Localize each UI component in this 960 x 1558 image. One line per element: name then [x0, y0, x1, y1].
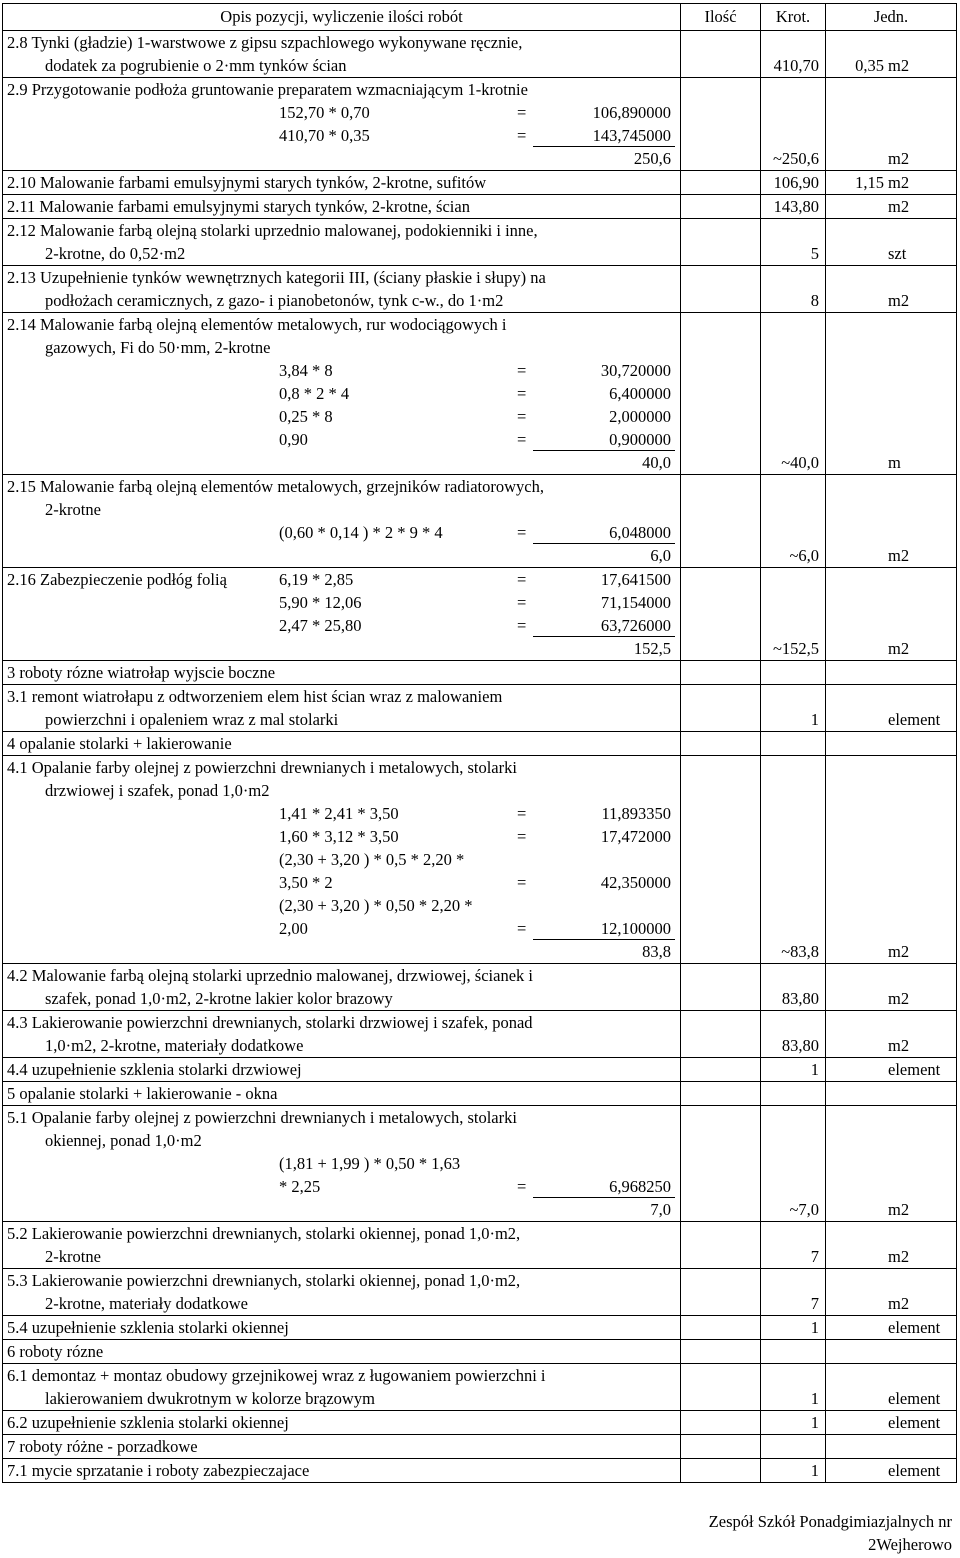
row-line	[3, 359, 956, 382]
calc-equals: =	[517, 430, 527, 449]
row-line	[3, 685, 956, 708]
row-line	[3, 1129, 956, 1152]
calc-subtotal: 152,5	[633, 639, 671, 658]
table-row	[3, 1106, 956, 1222]
row-line	[3, 171, 956, 194]
table-row	[3, 195, 956, 219]
quantity-cell: 1	[810, 1060, 819, 1079]
row-line	[3, 195, 956, 218]
row-line	[3, 756, 956, 779]
row-description: powierzchni i opaleniem wraz z mal stolarki	[45, 710, 339, 729]
calc-value: 2,000000	[609, 407, 671, 426]
row-description: szafek, ponad 1,0·m2, 2-krotne lakier kolor brazowy	[45, 989, 393, 1008]
row-line	[3, 289, 956, 312]
row-line	[3, 1198, 956, 1221]
table-row	[3, 1340, 956, 1364]
row-description: 2-krotne	[45, 1247, 101, 1266]
calc-subtotal: 250,6	[633, 149, 671, 168]
unit-cell: element	[888, 1318, 941, 1337]
row-description: 5.1 Opalanie farby olejnej z powierzchni drewnianych i metalowych, stolarki	[7, 1108, 517, 1127]
table-row	[3, 219, 956, 266]
calc-expression: 2,47 * 25,80	[279, 616, 362, 635]
row-line	[3, 1011, 956, 1034]
calc-value: 11,893350	[601, 804, 671, 823]
unit-cell: element	[888, 1060, 941, 1079]
unit-cell: m2	[888, 1036, 910, 1055]
table-row	[3, 1435, 956, 1459]
row-description: 2.16 Zabezpieczenie podłóg folią	[7, 570, 227, 589]
calc-equals: =	[517, 384, 527, 403]
calc-expression: 0,90	[279, 430, 308, 449]
row-line	[3, 894, 956, 917]
quantity-cell: ~83,8	[781, 942, 819, 961]
row-line	[3, 1316, 956, 1339]
quantity-cell: ~40,0	[781, 453, 819, 472]
row-line	[3, 101, 956, 124]
row-description: podłożach ceramicznych, z gazo- i pianobetonów, tynk c-w., do 1·m2	[45, 291, 504, 310]
header-description: Opis pozycji, wyliczenie ilości robót	[220, 7, 463, 26]
quantity-cell: ~7,0	[789, 1200, 819, 1219]
quantity-cell: 7	[810, 1247, 819, 1266]
table-row	[3, 31, 956, 78]
row-line	[3, 1411, 956, 1434]
row-line	[3, 871, 956, 894]
unit-cell: szt	[888, 244, 907, 263]
table-row	[3, 1058, 956, 1082]
calc-value: 106,890000	[592, 103, 671, 122]
calc-equals: =	[517, 570, 527, 589]
unit-cell: m2	[888, 56, 910, 75]
footer-city: 2Wejherowo	[868, 1535, 952, 1554]
row-line	[3, 987, 956, 1010]
row-line	[3, 1387, 956, 1410]
row-line	[3, 1245, 956, 1268]
table-row	[3, 1222, 956, 1269]
row-description: 1,0·m2, 2-krotne, materiały dodatkowe	[45, 1036, 304, 1055]
row-line	[3, 1058, 956, 1081]
row-description: 2-krotne	[45, 500, 101, 519]
calc-equals: =	[517, 616, 527, 635]
unit-cell: m2	[888, 639, 910, 658]
row-line	[3, 219, 956, 242]
calc-value: 17,472000	[600, 827, 671, 846]
table-row	[3, 1411, 956, 1435]
calc-value: 30,720000	[600, 361, 671, 380]
unit-cell: m2	[888, 149, 910, 168]
calc-expression: 0,8 * 2 * 4	[279, 384, 350, 403]
row-line	[3, 405, 956, 428]
row-description: 2.8 Tynki (gładzie) 1-warstwowe z gipsu szpachlowego wykonywane ręcznie,	[7, 33, 523, 52]
row-line	[3, 1106, 956, 1129]
quantity-cell: ~6,0	[789, 546, 819, 565]
row-description: 7.1 mycie sprzatanie i roboty zabezpieczajace	[7, 1461, 310, 1480]
row-line	[3, 661, 956, 684]
calc-expression: 3,50 * 2	[279, 873, 333, 892]
calc-expression: 2,00	[279, 919, 308, 938]
row-description: 4.4 uzupełnienie szklenia stolarki drzwiowej	[7, 1060, 302, 1079]
table-row	[3, 1011, 956, 1058]
table-row	[3, 1459, 956, 1482]
quantity-cell: 410,70	[773, 56, 819, 75]
row-line	[3, 1459, 956, 1482]
row-line	[3, 336, 956, 359]
row-line	[3, 940, 956, 963]
table-row	[3, 171, 956, 195]
table-header	[3, 4, 956, 31]
row-description: 3 roboty rózne wiatrołap wyjscie boczne	[7, 663, 276, 682]
header-quantity: Ilość	[680, 4, 760, 30]
calc-expression: 3,84 * 8	[279, 361, 333, 380]
table-row	[3, 1269, 956, 1316]
row-line	[3, 428, 956, 451]
unit-cell: m2	[888, 1247, 910, 1266]
row-line	[3, 313, 956, 336]
row-line	[3, 124, 956, 147]
page-footer	[709, 1510, 952, 1556]
calc-equals: =	[517, 126, 527, 145]
table-row	[3, 756, 956, 964]
calc-equals: =	[517, 804, 527, 823]
row-description: 5.2 Lakierowanie powierzchni drewnianych, stolarki okiennej, ponad 1,0·m2,	[7, 1224, 521, 1243]
calc-value: 0,900000	[609, 430, 671, 449]
unit-cell: m2	[888, 989, 910, 1008]
row-description: 2.15 Malowanie farbą olejną elementów metalowych, grzejników radiatorowych,	[7, 477, 544, 496]
calc-expression: * 2,25	[279, 1177, 321, 1196]
unit-cell: m2	[888, 197, 910, 216]
row-line	[3, 1292, 956, 1315]
calc-expression: (0,60 * 0,14 ) * 2 * 9 * 4	[279, 523, 443, 542]
row-description: dodatek za pogrubienie o 2·mm tynków ścian	[45, 56, 347, 75]
row-description: 2.13 Uzupełnienie tynków wewnętrznych kategorii III, (ściany płaskie i słupy) na	[7, 268, 546, 287]
row-line	[3, 708, 956, 731]
row-description: 4.2 Malowanie farbą olejną stolarki uprzednio malowanej, drzwiowej, ścianek i	[7, 966, 533, 985]
calc-equals: =	[517, 103, 527, 122]
calc-equals: =	[517, 827, 527, 846]
unit-cell: m2	[888, 1294, 910, 1313]
row-description: 6 roboty rózne	[7, 1342, 104, 1361]
row-line	[3, 732, 956, 755]
row-line	[3, 266, 956, 289]
row-description: lakierowaniem dwukrotnym w kolorze brązowym	[45, 1389, 375, 1408]
row-description: 2.12 Malowanie farbą olejną stolarki uprzednio malowanej, podokienniki i inne,	[7, 221, 538, 240]
row-line	[3, 1222, 956, 1245]
table-row	[3, 1364, 956, 1411]
unit-cell: m2	[888, 942, 910, 961]
row-line	[3, 54, 956, 77]
cost-estimate-table	[2, 3, 957, 1483]
quantity-cell: 1	[810, 1318, 819, 1337]
unit-cell: element	[888, 1413, 941, 1432]
unit-cell: element	[888, 710, 941, 729]
row-description: drzwiowej i szafek, ponad 1,0·m2	[45, 781, 270, 800]
row-line	[3, 1269, 956, 1292]
calc-subtotal: 40,0	[642, 453, 671, 472]
row-line	[3, 802, 956, 825]
row-description: 2.11 Malowanie farbami emulsyjnymi starych tynków, 2-krotne, ścian	[7, 197, 470, 216]
row-line	[3, 31, 956, 54]
quantity-cell: 1	[810, 710, 819, 729]
row-line	[3, 1435, 956, 1458]
table-body	[3, 31, 956, 1482]
row-description: 4.1 Opalanie farby olejnej z powierzchni drewnianych i metalowych, stolarki	[7, 758, 517, 777]
quantity-cell: 83,80	[781, 989, 819, 1008]
calc-value: 63,726000	[600, 616, 671, 635]
calc-equals: =	[517, 593, 527, 612]
calc-expression: 152,70 * 0,70	[279, 103, 370, 122]
row-line	[3, 591, 956, 614]
calc-value: 6,048000	[609, 523, 671, 542]
calc-value: 12,100000	[600, 919, 671, 938]
unit-cell: m2	[888, 291, 910, 310]
calc-value: 17,641500	[600, 570, 671, 589]
footer-school-name: Zespół Szkół Ponadgimiazjalnych nr	[708, 1512, 952, 1531]
calc-expression: 1,41 * 2,41 * 3,50	[279, 804, 399, 823]
calc-value: 42,350000	[600, 873, 671, 892]
quantity-cell: ~250,6	[772, 149, 819, 168]
calc-value: 6,400000	[609, 384, 671, 403]
row-description: 2-krotne, do 0,52·m2	[45, 244, 186, 263]
row-description: 5 opalanie stolarki + lakierowanie - okna	[7, 1084, 278, 1103]
row-line	[3, 848, 956, 871]
row-description: 5.3 Lakierowanie powierzchni drewnianych, stolarki okiennej, ponad 1,0·m2,	[7, 1271, 521, 1290]
row-description: okiennej, ponad 1,0·m2	[45, 1131, 202, 1150]
table-row	[3, 661, 956, 685]
row-description: 4.3 Lakierowanie powierzchni drewnianych, stolarki drzwiowej i szafek, ponad	[7, 1013, 533, 1032]
row-description: 4 opalanie stolarki + lakierowanie	[7, 734, 232, 753]
calc-subtotal: 7,0	[650, 1200, 671, 1219]
multiplier-cell: 1,15	[855, 173, 884, 192]
row-description: gazowych, Fi do 50·mm, 2-krotne	[45, 338, 271, 357]
row-line	[3, 568, 956, 591]
calc-value: 71,154000	[600, 593, 671, 612]
row-line	[3, 917, 956, 940]
row-description: 2-krotne, materiały dodatkowe	[45, 1294, 248, 1313]
row-line	[3, 614, 956, 637]
table-row	[3, 475, 956, 568]
quantity-cell: 1	[810, 1389, 819, 1408]
quantity-cell: ~152,5	[772, 639, 819, 658]
table-row	[3, 964, 956, 1011]
quantity-cell: 1	[810, 1461, 819, 1480]
calc-value: 143,745000	[592, 126, 671, 145]
table-row	[3, 568, 956, 661]
row-line	[3, 1364, 956, 1387]
header-unit: Jedn.	[825, 4, 956, 30]
calc-expression: (2,30 + 3,20 ) * 0,50 * 2,20 *	[279, 896, 473, 915]
unit-cell: m2	[888, 173, 910, 192]
row-line	[3, 475, 956, 498]
table-row	[3, 1316, 956, 1340]
row-description: 2.14 Malowanie farbą olejną elementów metalowych, rur wodociągowych i	[7, 315, 507, 334]
quantity-cell: 7	[810, 1294, 819, 1313]
row-description: 7 roboty różne - porzadkowe	[7, 1437, 198, 1456]
calc-equals: =	[517, 407, 527, 426]
table-row	[3, 732, 956, 756]
unit-cell: m2	[888, 1200, 910, 1219]
row-description: 6.2 uzupełnienie szklenia stolarki okiennej	[7, 1413, 289, 1432]
calc-equals: =	[517, 361, 527, 380]
row-line	[3, 78, 956, 101]
row-description: 2.9 Przygotowanie podłoża gruntowanie preparatem wzmacniającym 1-krotnie	[7, 80, 528, 99]
calc-expression: (1,81 + 1,99 ) * 0,50 * 1,63	[279, 1154, 461, 1173]
quantity-cell: 8	[810, 291, 819, 310]
calc-equals: =	[517, 873, 527, 892]
calc-expression: 1,60 * 3,12 * 3,50	[279, 827, 399, 846]
row-line	[3, 1175, 956, 1198]
row-line	[3, 825, 956, 848]
row-description: 2.10 Malowanie farbami emulsyjnymi starych tynków, 2-krotne, sufitów	[7, 173, 487, 192]
table-row	[3, 685, 956, 732]
multiplier-cell: 0,35	[855, 56, 884, 75]
row-line	[3, 964, 956, 987]
row-line	[3, 1340, 956, 1363]
calc-equals: =	[517, 919, 527, 938]
calc-expression: 6,19 * 2,85	[279, 570, 354, 589]
calc-value: 6,968250	[609, 1177, 671, 1196]
row-line	[3, 637, 956, 660]
calc-equals: =	[517, 1177, 527, 1196]
quantity-cell: 5	[810, 244, 819, 263]
table-row	[3, 78, 956, 171]
row-line	[3, 521, 956, 544]
row-line	[3, 1152, 956, 1175]
quantity-cell: 106,90	[773, 173, 819, 192]
unit-cell: m2	[888, 546, 910, 565]
header-multiplier: Krot.	[760, 4, 825, 30]
calc-expression: 5,90 * 12,06	[279, 593, 362, 612]
calc-expression: (2,30 + 3,20 ) * 0,5 * 2,20 *	[279, 850, 465, 869]
table-row	[3, 266, 956, 313]
unit-cell: element	[888, 1461, 941, 1480]
calc-expression: 410,70 * 0,35	[279, 126, 370, 145]
row-line	[3, 544, 956, 567]
row-line	[3, 382, 956, 405]
table-row	[3, 1082, 956, 1106]
row-description: 3.1 remont wiatrołapu z odtworzeniem elem hist ścian wraz z malowaniem	[7, 687, 503, 706]
row-line	[3, 451, 956, 474]
quantity-cell: 1	[810, 1413, 819, 1432]
quantity-cell: 143,80	[773, 197, 819, 216]
row-line	[3, 779, 956, 802]
row-line	[3, 147, 956, 170]
calc-subtotal: 6,0	[650, 546, 671, 565]
row-line	[3, 498, 956, 521]
unit-cell: element	[888, 1389, 941, 1408]
row-description: 5.4 uzupełnienie szklenia stolarki okiennej	[7, 1318, 289, 1337]
table-row	[3, 313, 956, 475]
row-line	[3, 1082, 956, 1105]
calc-equals: =	[517, 523, 527, 542]
row-line	[3, 242, 956, 265]
row-line	[3, 1034, 956, 1057]
calc-subtotal: 83,8	[642, 942, 671, 961]
row-description: 6.1 demontaz + montaz obudowy grzejnikowej wraz z ługowaniem powierzchni i	[7, 1366, 546, 1385]
unit-cell: m	[888, 453, 901, 472]
quantity-cell: 83,80	[781, 1036, 819, 1055]
calc-expression: 0,25 * 8	[279, 407, 333, 426]
